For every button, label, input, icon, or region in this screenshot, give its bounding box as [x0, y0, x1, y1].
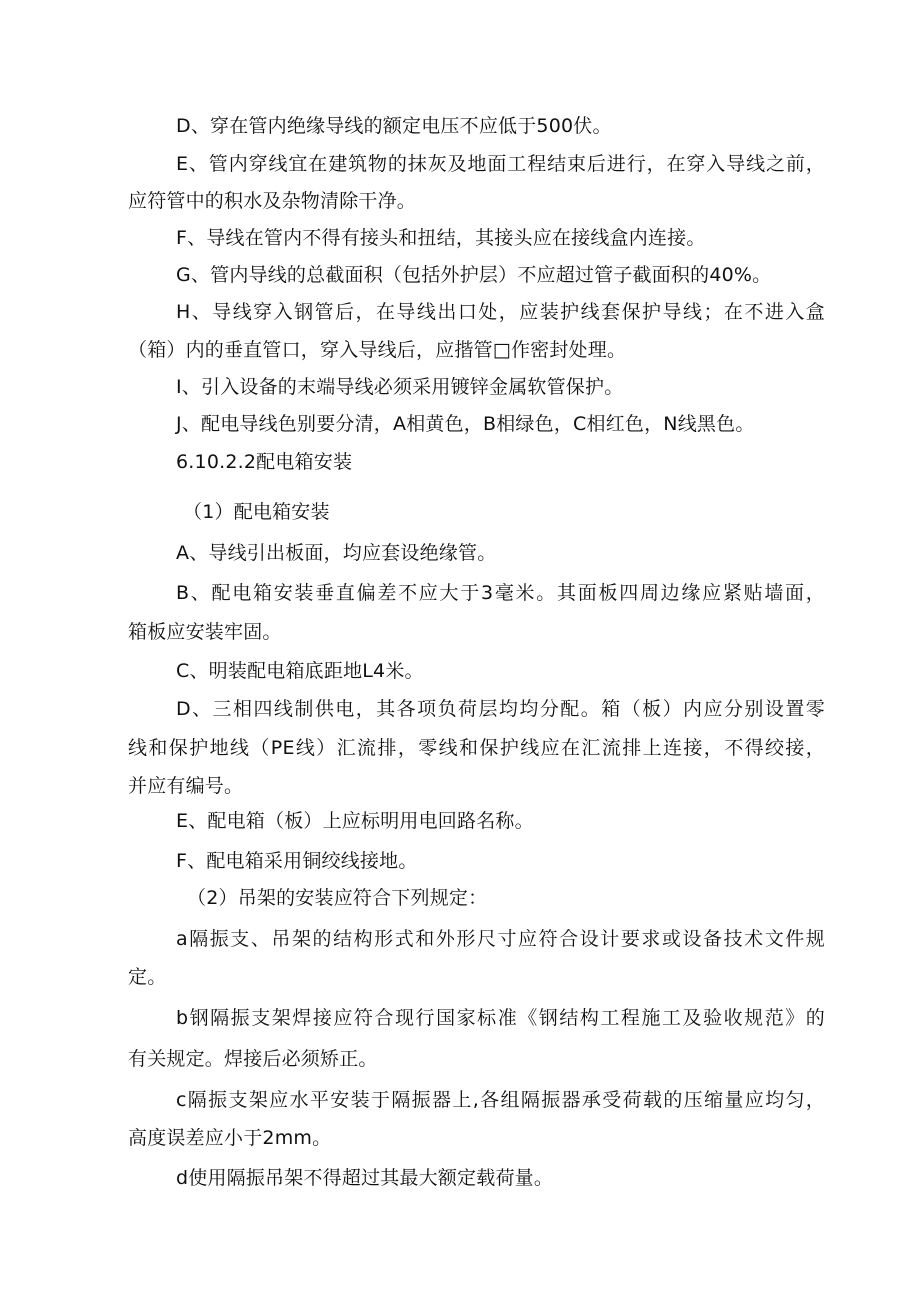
paragraph-line-20: 定。 [128, 966, 167, 988]
paragraph-line-19: a隔振支、吊架的结构形式和外形尺寸应符合设计要求或设备技术文件规 [176, 928, 825, 950]
paragraph-line-13: C、明装配电箱底距地L4米。 [176, 660, 424, 682]
section-heading: 6.10.2.2配电箱安装 [176, 451, 353, 473]
paragraph-line-16: 并应有编号。 [128, 775, 244, 797]
paragraph-line-14: D、三相四线制供电，其各项负荷层均均分配。箱（板）内应分别设置零 [176, 698, 825, 720]
paragraph-line-22: 有关规定。焊接后必须矫正。 [128, 1048, 378, 1070]
paragraph-line-24: 高度误差应小于2mm。 [128, 1127, 332, 1149]
paragraph-line-1: D、穿在管内绝缘导线的额定电压不应低于500伏。 [176, 115, 612, 137]
subsection-heading-2: （2）吊架的安装应符合下列规定： [187, 887, 488, 909]
paragraph-line-12: 箱板应安装牢固。 [128, 621, 282, 643]
paragraph-line-2: E、管内穿线宜在建筑物的抹灰及地面工程结束后进行，在穿入导线之前， [176, 153, 825, 175]
paragraph-line-6: H、导线穿入钢管后，在导线出口处，应装护线套保护导线；在不进入盒 [176, 301, 825, 323]
paragraph-line-25: d使用隔振吊架不得超过其最大额定载荷量。 [176, 1167, 554, 1189]
paragraph-line-4: F、导线在管内不得有接头和扭结，其接头应在接线盒内连接。 [176, 227, 706, 249]
paragraph-line-18: F、配电箱采用铜绞线接地。 [176, 850, 418, 872]
paragraph-line-17: E、配电箱（板）上应标明用电回路名称。 [176, 810, 534, 832]
paragraph-line-7: （箱）内的垂直管口，穿入导线后，应揩管□作密封处理。 [128, 339, 627, 361]
subsection-heading-1: （1）配电箱安装 [183, 501, 330, 523]
paragraph-line-23: c隔振支架应水平安装于隔振器上,各组隔振器承受荷载的压缩量应均匀， [176, 1089, 825, 1111]
paragraph-line-15: 线和保护地线（PE线）汇流排，零线和保护线应在汇流排上连接，不得绞接， [128, 737, 825, 759]
paragraph-line-11: B、配电箱安装垂直偏差不应大于3毫米。其面板四周边缘应紧贴墙面， [176, 582, 825, 604]
paragraph-line-3: 应符管中的积水及杂物清除干净。 [128, 190, 417, 212]
paragraph-line-8: I、引入设备的末端导线必须采用镀锌金属软管保护。 [176, 376, 624, 398]
paragraph-line-21: b钢隔振支架焊接应符合现行国家标准《钢结构工程施工及验收规范》的 [176, 1007, 825, 1029]
paragraph-line-10: A、导线引出板面，均应套设绝缘管。 [176, 542, 497, 564]
paragraph-line-5: G、管内导线的总截面积（包括外护层）不应超过管子截面积的40%。 [176, 264, 772, 286]
paragraph-line-9: J、配电导线色别要分清，A相黄色，B相绿色，C相红色，N线黑色。 [176, 413, 755, 435]
